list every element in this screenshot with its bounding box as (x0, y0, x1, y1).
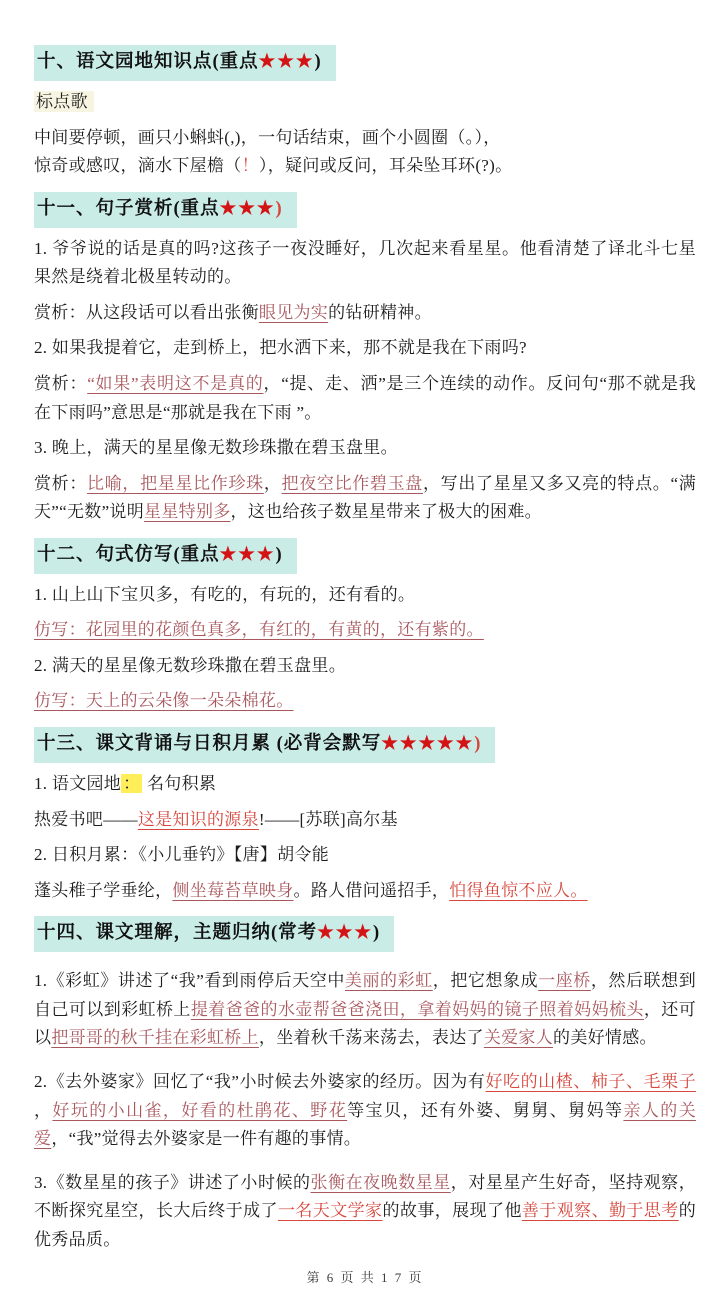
text-run: 2. 满天的星星像无数珍珠撒在碧玉盘里。 (34, 655, 346, 675)
text-run: !——[苏联]高尔基 (258, 809, 398, 829)
text-run: 1. 语文园地 (34, 774, 122, 794)
text-run: 的优秀品质。 (34, 1201, 696, 1249)
annotation-text: 好玩的小山雀，好看的杜鹃花、野花 (52, 1100, 348, 1120)
annotation-text: 张衡在夜晚数星星 (310, 1172, 451, 1192)
section-heading-highlight (34, 192, 297, 228)
text-run: ) (314, 52, 322, 72)
text-run: 十四、课文理解，主题归纳(常考 (37, 923, 318, 944)
section-heading (34, 538, 696, 574)
paragraph (34, 687, 696, 716)
text-run: 。路人借问遥招手， (293, 880, 450, 900)
paragraph (34, 88, 696, 117)
notes-content (34, 34, 696, 1261)
text-run: ) (372, 923, 381, 944)
star-rating: ★★★ (219, 544, 276, 565)
text-run: ) (474, 733, 482, 754)
annotation-text: 亲人的关爱 (34, 1100, 696, 1149)
text-run: 赏析： (34, 373, 88, 393)
text-run: 赏析： (34, 473, 88, 493)
text-run: 蓬头稚子学垂纶， (34, 880, 173, 900)
paragraph (34, 124, 696, 181)
paragraph (34, 299, 696, 328)
annotation-text: “如果”表明这不是真的 (87, 373, 264, 393)
text-run: ，对星星产生好奇，坚持观察，不断探究星空，长大后终于成了 (34, 1172, 696, 1221)
page-number: 第 6 页 共 1 7 页 (306, 1270, 424, 1286)
paragraph (34, 470, 696, 527)
paragraph (34, 581, 696, 610)
paragraph (34, 806, 696, 835)
annotation-text: 提着爸爸的水壶帮爸爸浇田，拿着妈妈的镜子照着妈妈梳头 (190, 999, 644, 1019)
paragraph (34, 616, 696, 645)
text-run: 等宝贝，还有外婆、舅舅、舅妈等 (347, 1100, 624, 1120)
text-run: ) (275, 198, 283, 219)
paragraph (34, 334, 696, 363)
paragraph (34, 652, 696, 681)
star-rating: ★★★ (219, 198, 276, 219)
annotation-text: 关爱家人 (483, 1028, 554, 1048)
text-run: ， (263, 473, 282, 493)
text-run: ， (34, 1100, 53, 1120)
annotation-text: 这是知识的源泉 (137, 809, 259, 829)
annotation-text: 怕得鱼惊不应人。 (449, 880, 588, 900)
section-heading-highlight (34, 45, 336, 81)
annotation-text: 比喻，把星星比作珍珠 (87, 473, 264, 493)
text-run: 1.《彩虹》讲述了“我”看到雨停后天空中 (34, 971, 345, 991)
section-heading (34, 727, 696, 763)
text-run: 热爱书吧—— (34, 809, 138, 829)
text-run: 的美好情感。 (553, 1028, 657, 1048)
annotation-text: 美丽的彩虹 (344, 971, 433, 991)
paragraph (34, 1068, 696, 1154)
text-run: ，写出了星星又多又亮的特点。“满天”“无数”说明 (34, 473, 696, 522)
paragraph (34, 967, 696, 1053)
text-run: 的钻研精神。 (328, 302, 432, 322)
text-run: ，还可以 (34, 999, 696, 1048)
annotation-text: 一名天文学家 (277, 1201, 383, 1221)
annotation-text: 仿写：天上的云朵像一朵朵棉花。 (34, 691, 294, 711)
text-run: ，把它想象成 (432, 971, 539, 991)
text-run: 的故事，展现了他 (382, 1201, 522, 1221)
star-rating: ★★★★★ (381, 733, 475, 754)
annotation-text: 善于观察、勤于思考 (521, 1201, 679, 1221)
text-run: 中间要停顿，画只小蝌蚪(,)，一句话结束，画个小圆圈（。）， (34, 127, 501, 147)
text-run: 1. 山上山下宝贝多，有吃的，有玩的，还有看的。 (34, 584, 416, 604)
text-run: 十一、句子赏析(重点 (37, 198, 220, 219)
text-run: 惊奇或感叹，滴水下屋檐（ (34, 156, 242, 176)
text-run: 名句积累 (142, 774, 217, 794)
section-heading-highlight (34, 538, 297, 574)
text-run: ，坐着秋千荡来荡去，表达了 (258, 1028, 484, 1048)
annotation-text: 眼见为实 (258, 302, 329, 322)
paragraph (34, 841, 696, 870)
annotation-text: 仿写：花园里的花颜色真多，有红的，有黄的，还有紫的。 (34, 620, 484, 640)
annotation-text: 侧坐莓苔草映身 (172, 880, 294, 900)
text-run: 赏析：从这段话可以看出张衡 (34, 302, 259, 322)
text-run: 十三、课文背诵与日积月累 (必背会默写 (37, 733, 382, 754)
annotation-text: 把夜空比作碧玉盘 (281, 473, 423, 493)
section-heading (34, 192, 696, 228)
text-run: 2. 如果我提着它，走到桥上，把水洒下来，那不就是我在下雨吗? (34, 338, 527, 358)
text-run: 1. 爷爷说的话是真的吗?这孩子一夜没睡好，几次起来看星星。他看清楚了译北斗七星果然是绕着北极星转动的。 (34, 238, 696, 287)
paragraph (34, 1169, 696, 1255)
paragraph (34, 370, 696, 427)
section-heading (34, 916, 696, 952)
text-run: 3.《数星星的孩子》讲述了小时候的 (34, 1172, 311, 1192)
paragraph (34, 770, 696, 799)
text-run: 3. 晚上，满天的星星像无数珍珠撒在碧玉盘里。 (34, 438, 398, 458)
text-run: 标点歌 (34, 91, 94, 112)
paragraph (34, 434, 696, 463)
star-rating: ★★★ (317, 923, 373, 944)
section-heading-highlight (34, 727, 495, 763)
text-run: ），疑问或反问，耳朵坠耳环(?)。 (258, 156, 513, 176)
text-run: ，这也给孩子数星星带来了极大的困难。 (230, 502, 542, 522)
section-heading-highlight (34, 916, 394, 952)
annotation-text: 一座桥 (538, 971, 591, 991)
section-heading (34, 45, 696, 81)
text-run: 2. 日积月累：《小儿垂钓》【唐】胡令能 (34, 845, 329, 865)
text-run: ，“我”觉得去外婆家是一件有趣的事情。 (51, 1129, 362, 1149)
annotation-text: 星星特别多 (144, 502, 231, 522)
annotation-text: 把哥哥的秋千挂在彩虹桥上 (51, 1028, 259, 1048)
paragraph (34, 877, 696, 906)
text-run: 十二、句式仿写(重点 (37, 544, 220, 565)
text-run: ，然后联想到 自己可以到彩虹桥上 (34, 971, 696, 1019)
text-run: ： (123, 774, 141, 794)
text-run: ) (275, 544, 283, 565)
text-run: 十、语文园地知识点(重点 (37, 52, 259, 72)
paragraph (34, 235, 696, 292)
annotation-text: 好吃的山楂、柿子、毛栗子 (485, 1071, 696, 1091)
text-run: 2.《去外婆家》回忆了“我”小时候去外婆家的经历。因为有 (34, 1071, 486, 1091)
text-run: ，“提、走、洒”是三个连续的动作。反问句“那不就是我在下雨吗”意思是“那就是我在下雨 ”。 (34, 373, 697, 422)
text-run: ！ (241, 156, 259, 176)
star-rating: ★★★ (258, 52, 315, 72)
